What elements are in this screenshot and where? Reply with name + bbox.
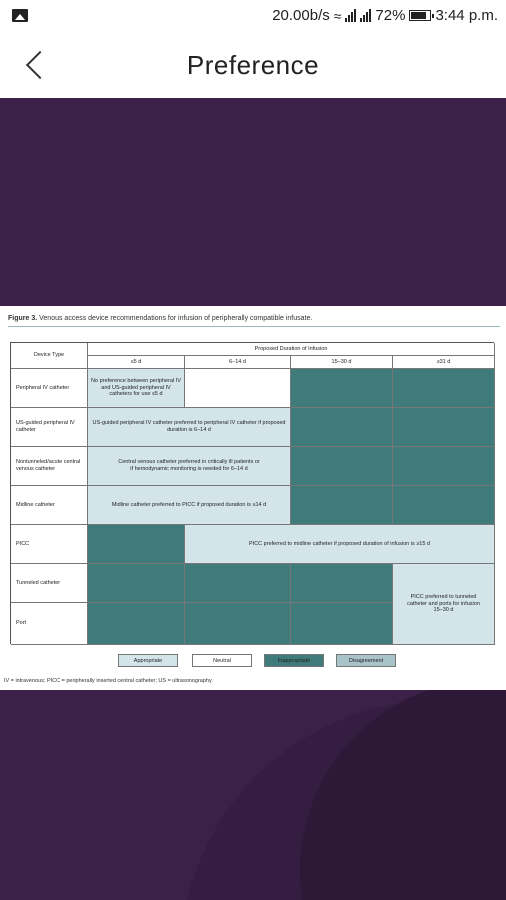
table-cell: [185, 603, 291, 645]
legend: [0, 654, 506, 670]
table-cell: PICC preferred to tunneled catheter and ports for infusion 15–30 d: [393, 564, 495, 645]
wifi-icon: ≈: [333, 7, 342, 24]
legend-inappropriate: Inappropriate: [264, 654, 324, 667]
signal-icon: [345, 9, 356, 22]
duration-header: Proposed Duration of Infusion: [88, 343, 495, 356]
page-title: Preference: [186, 50, 320, 80]
column-header: 6–14 d: [185, 356, 291, 369]
battery-icon: [409, 10, 431, 21]
clock: 3:44 p.m.: [435, 7, 498, 24]
table-cell: [291, 447, 393, 486]
row-label: Nontunneled/acute central venous catheter: [11, 447, 88, 486]
table-cell: [393, 408, 495, 447]
table-cell: [291, 603, 393, 645]
figure-footnote: IV = intravenous; PICC = peripherally inserted central catheter; US = ultrasonography.: [4, 678, 213, 684]
row-label: Peripheral IV catheter: [11, 369, 88, 408]
table-cell: [88, 525, 185, 564]
column-header: ≤5 d: [88, 356, 185, 369]
legend-disagreement: Disagreement: [336, 654, 396, 667]
status-bar: [0, 0, 506, 32]
table-cell: US-guided peripheral IV catheter preferred to peripheral IV catheter if proposed duration is 6–14 d: [88, 408, 291, 447]
table-cell: No preference between peripheral IV and US-guided peripheral IV catheters for use ≤5 d: [88, 369, 185, 408]
signal-icon: [360, 9, 371, 22]
table-cell: [291, 408, 393, 447]
table-cell: [185, 369, 291, 408]
background-panel-bottom: [0, 690, 506, 900]
row-label: PICC: [11, 525, 88, 564]
figure-caption: Figure 3. Venous access device recommendations for infusion of peripherally compatible infusate.: [8, 315, 313, 322]
column-header: 15–30 d: [291, 356, 393, 369]
recommendation-table: [10, 342, 494, 644]
table-cell: [393, 447, 495, 486]
image-icon: [12, 9, 28, 22]
table-cell: [185, 564, 291, 603]
legend-neutral: Neutral: [192, 654, 252, 667]
row-label: Port: [11, 603, 88, 645]
app-bar: [0, 32, 506, 98]
status-right: [272, 7, 498, 24]
caption-divider: [8, 326, 500, 327]
decorative-arc: [300, 690, 506, 900]
table-cell: [291, 486, 393, 525]
row-label: US-guided peripheral IV catheter: [11, 408, 88, 447]
table-cell: [291, 369, 393, 408]
device-type-header: Device Type: [11, 343, 88, 369]
battery-percent: 72%: [375, 7, 406, 24]
column-header: ≥31 d: [393, 356, 495, 369]
table-cell: [393, 369, 495, 408]
table-cell: [88, 603, 185, 645]
table-cell: PICC preferred to midline catheter if proposed duration of infusion is ≥15 d: [185, 525, 495, 564]
table-cell: [88, 564, 185, 603]
row-label: Tunneled catheter: [11, 564, 88, 603]
legend-appropriate: Appropriate: [118, 654, 178, 667]
figure-image: [0, 306, 506, 690]
table-cell: [393, 486, 495, 525]
table-cell: Central venous catheter preferred in critically ill patients or if hemodynamic monitoring is needed for 6–14 d: [88, 447, 291, 486]
background-panel-top: [0, 98, 506, 306]
row-label: Midline catheter: [11, 486, 88, 525]
network-speed: 20.00b/s: [272, 7, 330, 24]
table-cell: [291, 564, 393, 603]
table-cell: Midline catheter preferred to PICC if proposed duration is ≤14 d: [88, 486, 291, 525]
